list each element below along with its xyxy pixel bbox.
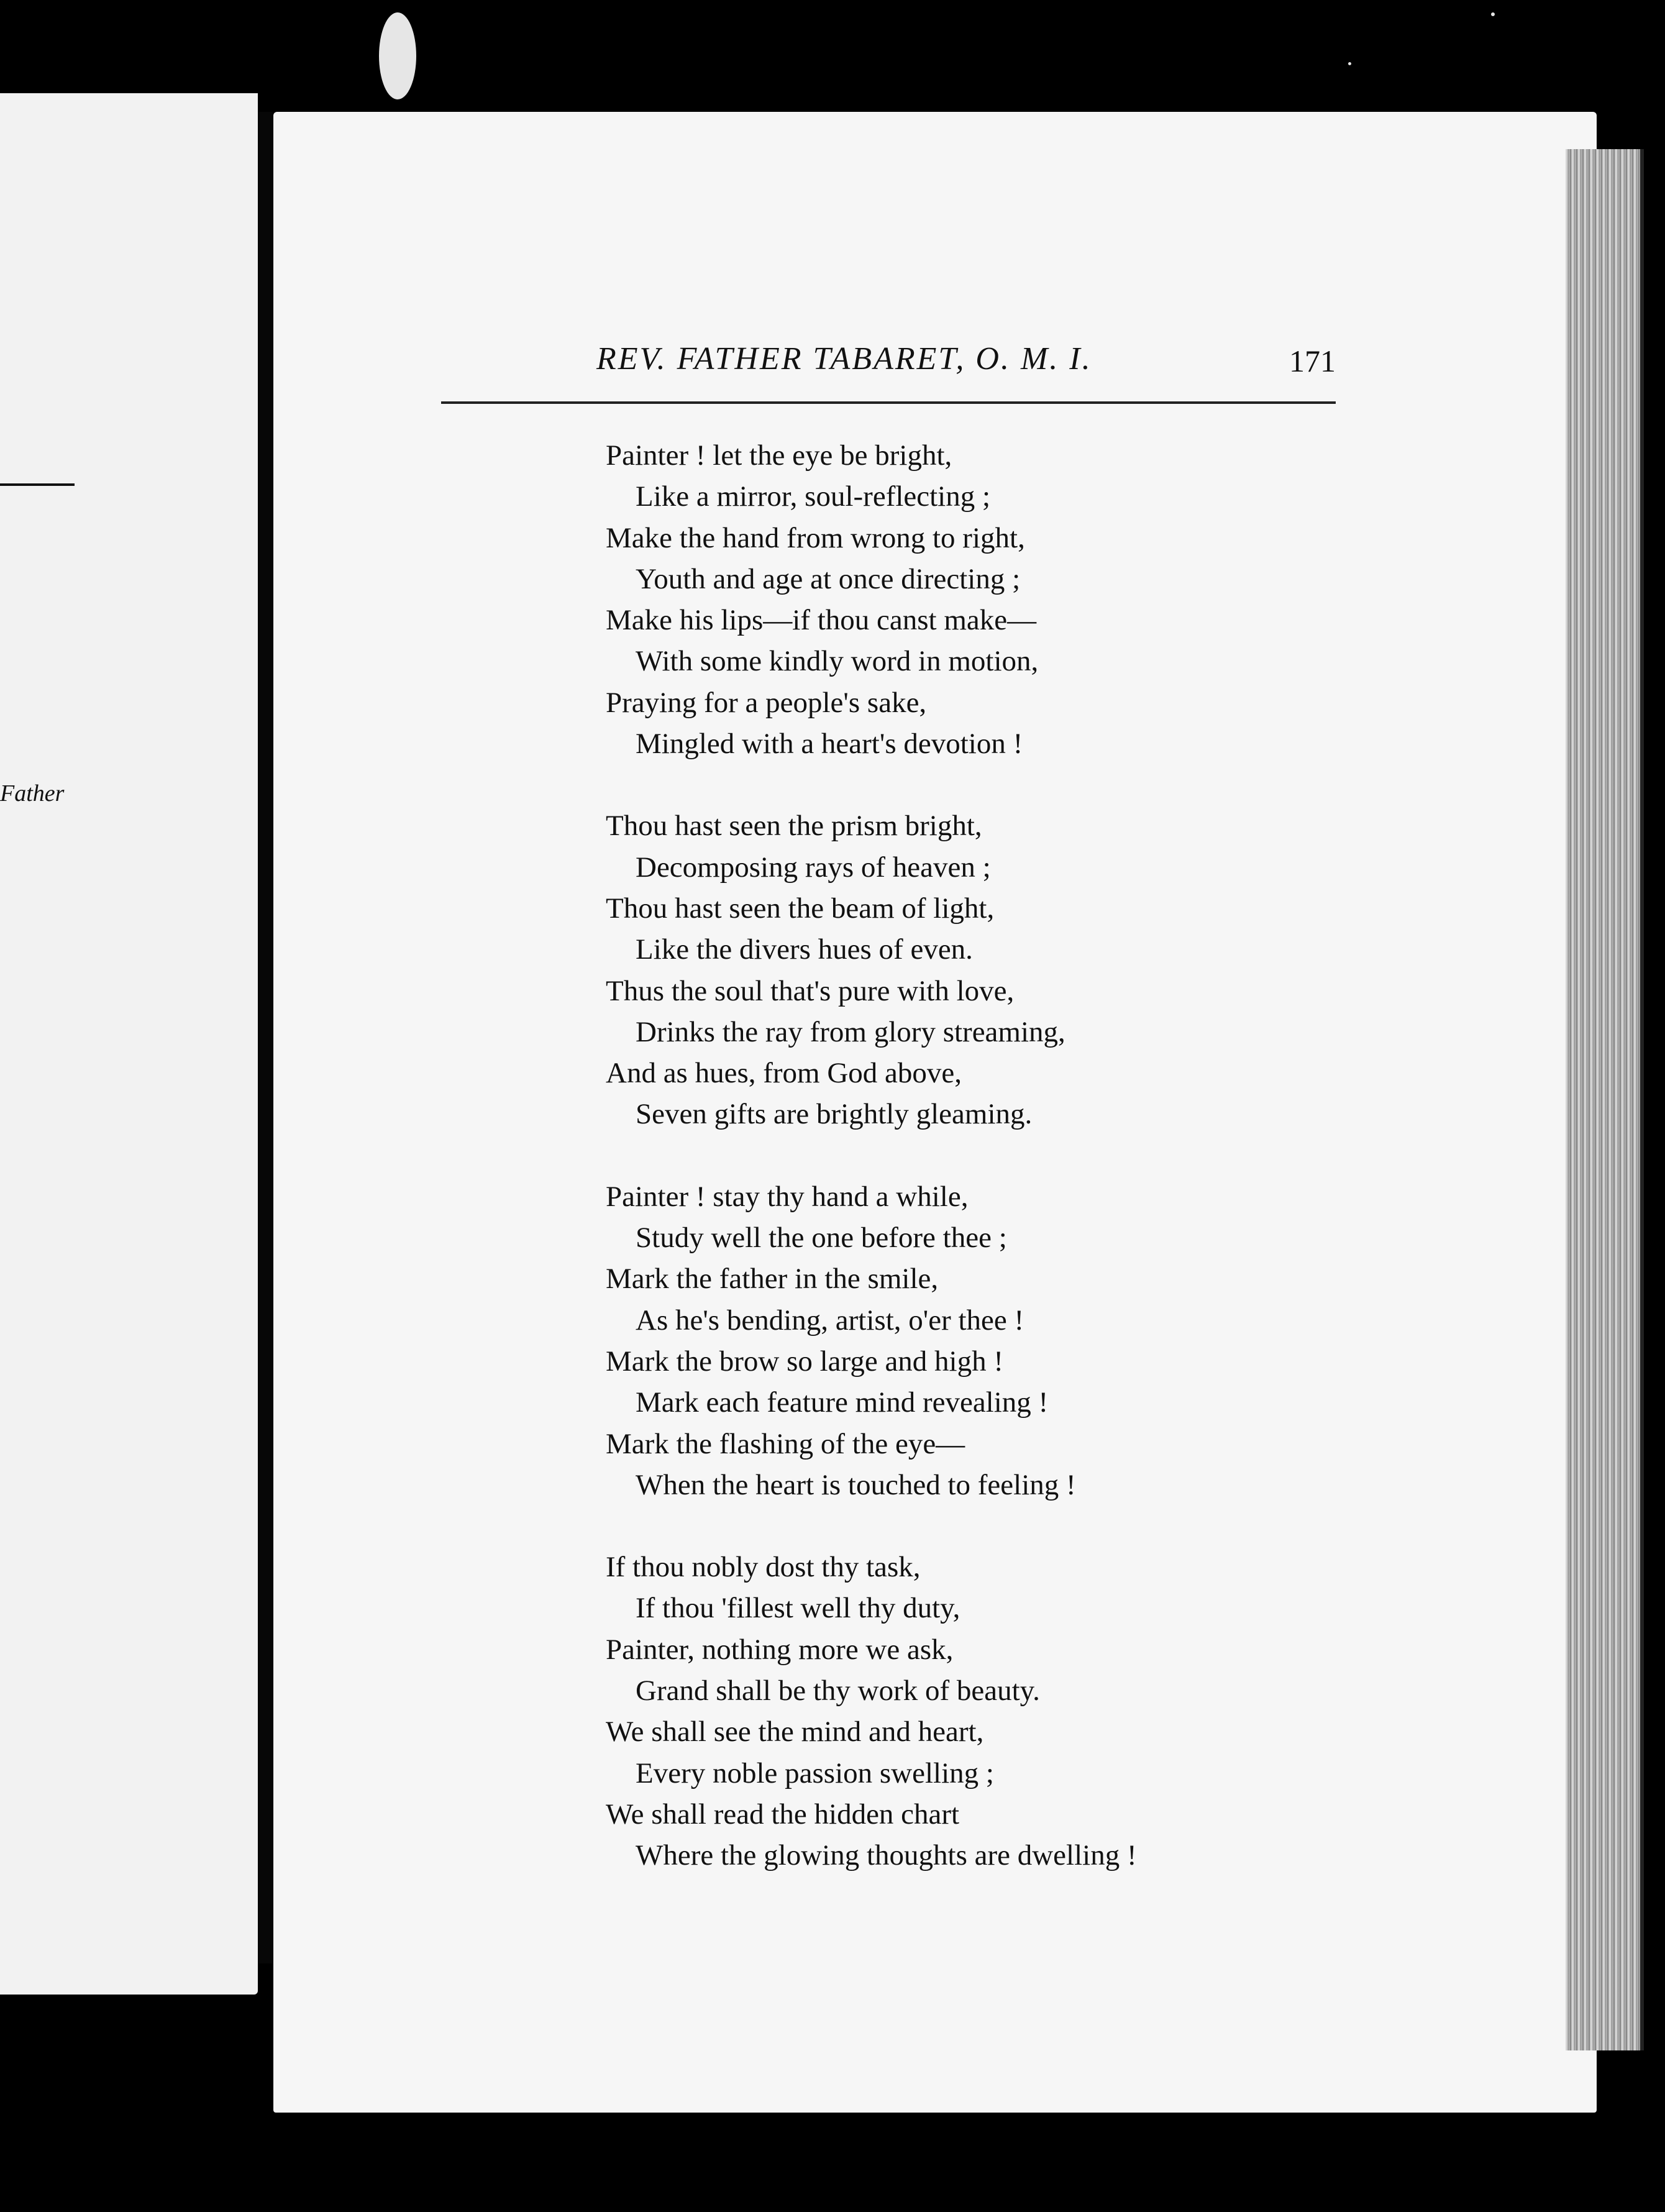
scan-speckle xyxy=(379,12,416,99)
scan-speckle xyxy=(1491,12,1495,16)
poem-line: Praying for a people's sake, xyxy=(606,686,927,719)
stanza-3 xyxy=(606,1176,1227,1506)
left-page-rule xyxy=(0,483,75,486)
poem-line: We shall read the hidden chart xyxy=(606,1798,960,1830)
poem-line: If thou 'fillest well thy duty, xyxy=(636,1592,960,1625)
poem-line: Decomposing rays of heaven ; xyxy=(636,851,991,884)
poem-line: Drinks the ray from glory streaming, xyxy=(636,1015,1065,1048)
poem-line: Every noble passion swelling ; xyxy=(636,1757,994,1789)
poem-line: Thou hast seen the prism bright, xyxy=(606,810,982,843)
page-header xyxy=(596,340,1336,384)
poem-line: As he's bending, artist, o'er thee ! xyxy=(636,1304,1024,1337)
book-spine xyxy=(258,112,273,1963)
running-title: REV. FATHER TABARET, O. M. I. xyxy=(596,341,1092,377)
poem-line: Mark the flashing of the eye— xyxy=(606,1427,965,1460)
poem-line: And as hues, from God above, xyxy=(606,1057,962,1090)
poem-line: With some kindly word in motion, xyxy=(636,645,1039,678)
page-edge xyxy=(1566,149,1644,2050)
poem-line: Make his lips—if thou canst make— xyxy=(606,604,1037,637)
header-rule xyxy=(441,401,1336,404)
page-number: 171 xyxy=(1289,344,1336,378)
stanza-1 xyxy=(606,435,1227,764)
poem-line: Thou hast seen the beam of light, xyxy=(606,892,995,925)
left-page xyxy=(0,93,258,1995)
poem-line: Mark the brow so large and high ! xyxy=(606,1345,1004,1378)
poem-line: Mark the father in the smile, xyxy=(606,1263,939,1296)
poem-line: Like a mirror, soul-reflecting ; xyxy=(636,480,991,513)
poem-line: Study well the one before thee ; xyxy=(636,1222,1007,1255)
poem-line: We shall see the mind and heart, xyxy=(606,1716,984,1748)
poem xyxy=(606,435,1227,1917)
poem-line: Painter ! let the eye be bright, xyxy=(606,439,952,472)
stanza-2 xyxy=(606,805,1227,1135)
poem-line: If thou nobly dost thy task, xyxy=(606,1551,921,1584)
poem-line: Where the glowing thoughts are dwelling ! xyxy=(636,1839,1137,1872)
stanza-4 xyxy=(606,1547,1227,1876)
poem-line: Grand shall be thy work of beauty. xyxy=(636,1675,1040,1707)
poem-line: Painter, nothing more we ask, xyxy=(606,1633,954,1666)
poem-line: Like the divers hues of even. xyxy=(636,933,973,966)
poem-line: Mark each feature mind revealing ! xyxy=(636,1386,1049,1419)
left-page-margin-word: Father xyxy=(0,780,65,807)
poem-line: Make the hand from wrong to right, xyxy=(606,521,1025,554)
poem-line: When the heart is touched to feeling ! xyxy=(636,1468,1076,1501)
poem-line: Seven gifts are brightly gleaming. xyxy=(636,1098,1033,1131)
poem-line: Painter ! stay thy hand a while, xyxy=(606,1180,969,1213)
scan-speckle xyxy=(1348,62,1351,65)
poem-line: Mingled with a heart's devotion ! xyxy=(636,728,1023,761)
poem-line: Thus the soul that's pure with love, xyxy=(606,974,1015,1007)
poem-line: Youth and age at once directing ; xyxy=(636,562,1021,595)
